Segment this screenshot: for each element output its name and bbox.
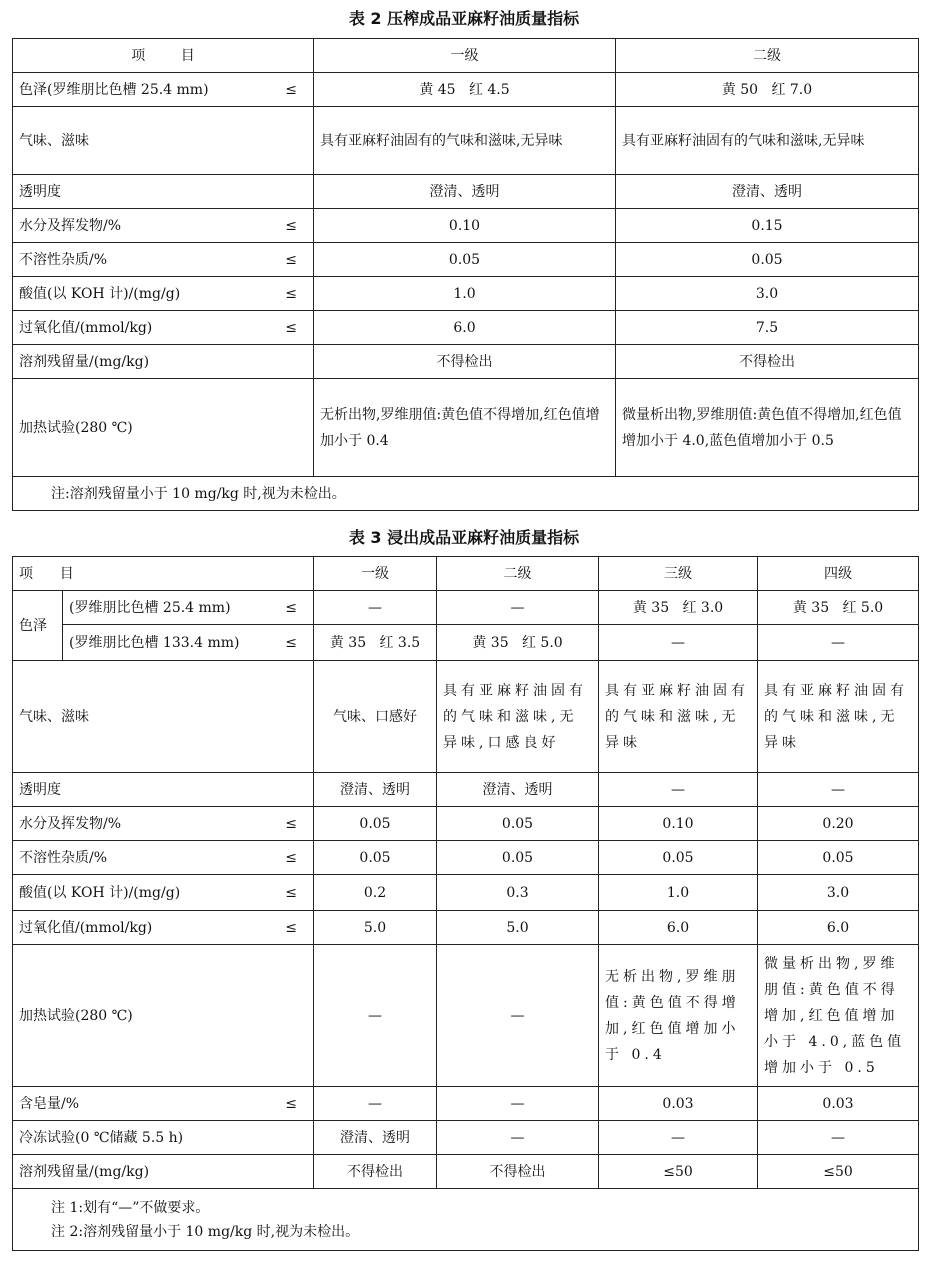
table2-cell: 黄 50 红 7.0 — [616, 73, 919, 107]
row-label: 溶剂残留量/(mg/kg) — [19, 353, 150, 370]
table2-row-label-cell — [13, 345, 314, 379]
table3-row-peroxide — [13, 911, 919, 945]
table3-cell: 0.05 — [314, 841, 437, 875]
row-label: 水分及挥发物/% — [19, 217, 122, 234]
table2-row-clarity — [13, 175, 919, 209]
table3-cell: 具有亚麻籽油固有的气味和滋味,无异味 — [599, 661, 758, 773]
table3-cell: 6.0 — [758, 911, 919, 945]
table3-cell: 黄 35 红 3.0 — [599, 591, 758, 625]
table3-row-label-cell — [13, 807, 314, 841]
table2-cell: 微量析出物,罗维朋值:黄色值不得增加,红色值增加小于 4.0,蓝色值增加小于 0.5 — [616, 379, 919, 477]
table3-notes-row — [13, 1189, 919, 1251]
table2-row-label-cell — [13, 107, 314, 175]
table2-cell: 6.0 — [314, 311, 616, 345]
table3-header-item: 项 目 — [13, 557, 314, 591]
table3-cell: 不得检出 — [314, 1155, 437, 1189]
table3-header-grade2: 二级 — [437, 557, 599, 591]
table2-cell: 0.15 — [616, 209, 919, 243]
table3-cell: 具有亚麻籽油固有的气味和滋味,无异味 — [758, 661, 919, 773]
le-symbol: ≤ — [285, 919, 298, 936]
row-label: 冷冻试验(0 ℃储藏 5.5 h) — [19, 1129, 184, 1146]
row-label: 加热试验(280 ℃) — [19, 1007, 133, 1024]
table3-title: 表 3 浸出成品亚麻籽油质量指标 — [348, 528, 580, 547]
row-label: 水分及挥发物/% — [19, 815, 122, 832]
row-label: 含皂量/% — [19, 1095, 80, 1112]
row-label: 加热试验(280 ℃) — [19, 419, 133, 436]
table2-row-heating — [13, 379, 919, 477]
row-label: (罗维朋比色槽 133.4 mm) — [69, 634, 240, 651]
table3-cell: 0.2 — [314, 875, 437, 911]
table3-cell: — — [314, 1087, 437, 1121]
table3-row-odor — [13, 661, 919, 773]
table3-header-row — [13, 557, 919, 591]
table3-cell: — — [758, 1121, 919, 1155]
table3-cell: 6.0 — [599, 911, 758, 945]
table3-cell: ≤50 — [599, 1155, 758, 1189]
table2-cell: 1.0 — [314, 277, 616, 311]
table3-row-label-cell — [13, 773, 314, 807]
row-label: 气味、滋味 — [19, 132, 89, 149]
table3-cell: — — [314, 945, 437, 1087]
table3-cell: — — [437, 1121, 599, 1155]
table3-cell: 澄清、透明 — [314, 773, 437, 807]
table2-cell: 0.05 — [616, 243, 919, 277]
table2-row-moisture — [13, 209, 919, 243]
table3-cell: — — [599, 773, 758, 807]
table3-header-grade4: 四级 — [758, 557, 919, 591]
table3-cell: 0.10 — [599, 807, 758, 841]
table2-row-label-cell — [13, 209, 314, 243]
row-label: 酸值(以 KOH 计)/(mg/g) — [19, 285, 181, 302]
table2-cell: 7.5 — [616, 311, 919, 345]
table3-cell: 0.05 — [758, 841, 919, 875]
table3-cell: 0.05 — [314, 807, 437, 841]
table2-row-peroxide — [13, 311, 919, 345]
table3-row-label-cell — [13, 1155, 314, 1189]
table3-cell: 0.03 — [758, 1087, 919, 1121]
table3-row-label-cell — [13, 911, 314, 945]
row-label: 透明度 — [19, 781, 61, 798]
table3-cell: 黄 35 红 5.0 — [758, 591, 919, 625]
le-symbol: ≤ — [285, 849, 298, 866]
table2-cell: 0.10 — [314, 209, 616, 243]
table2-cell: 不得检出 — [616, 345, 919, 379]
table3-row-cold — [13, 1121, 919, 1155]
table2-row-label-cell — [13, 311, 314, 345]
table3-note-1: 注 1:划有“—”不做要求。 — [51, 1199, 210, 1216]
table3-row-solvent — [13, 1155, 919, 1189]
le-symbol: ≤ — [285, 319, 297, 336]
table3-cell: 1.0 — [599, 875, 758, 911]
table3-row-color-133 — [13, 625, 919, 661]
table3-notes — [13, 1189, 919, 1251]
le-symbol: ≤ — [285, 884, 298, 901]
table2-cell: 黄 45 红 4.5 — [314, 73, 616, 107]
table3-row-acid — [13, 875, 919, 911]
table3-color-label: 色泽 — [13, 591, 63, 661]
table3-cell: — — [599, 1121, 758, 1155]
table2-row-label-cell — [13, 243, 314, 277]
table3-note-2: 注 2:溶剂残留量小于 10 mg/kg 时,视为未检出。 — [51, 1223, 360, 1240]
table2-row-acid — [13, 277, 919, 311]
le-symbol: ≤ — [285, 285, 297, 302]
table3-cell: 无析出物,罗维朋值:黄色值不得增加,红色值增加小于 0.4 — [599, 945, 758, 1087]
table3-cell: 气味、口感好 — [314, 661, 437, 773]
table2-row-color — [13, 73, 919, 107]
table2-cell: 澄清、透明 — [314, 175, 616, 209]
table3-cell: 不得检出 — [437, 1155, 599, 1189]
le-symbol: ≤ — [285, 599, 298, 616]
table3-row-impurity — [13, 841, 919, 875]
table3-cell: 澄清、透明 — [314, 1121, 437, 1155]
table3-cell: — — [437, 591, 599, 625]
table3-cell: 澄清、透明 — [437, 773, 599, 807]
table3-row-label-cell — [13, 841, 314, 875]
table2-header-grade1: 一级 — [314, 39, 616, 73]
le-symbol: ≤ — [285, 634, 298, 651]
table2-cell: 不得检出 — [314, 345, 616, 379]
table2-row-odor — [13, 107, 919, 175]
table3-cell: — — [599, 625, 758, 661]
table3-header-grade3: 三级 — [599, 557, 758, 591]
table2-cell: 澄清、透明 — [616, 175, 919, 209]
table2-header-item: 项 目 — [13, 39, 314, 73]
row-label: 气味、滋味 — [19, 708, 89, 725]
table2-note: 注:溶剂残留量小于 10 mg/kg 时,视为未检出。 — [13, 477, 919, 511]
table3-cell: 0.03 — [599, 1087, 758, 1121]
table3-row-label-cell — [13, 661, 314, 773]
table2-row-label-cell — [13, 379, 314, 477]
table3-header-grade1: 一级 — [314, 557, 437, 591]
table2-title: 表 2 压榨成品亚麻籽油质量指标 — [348, 9, 580, 28]
table3-row-label-cell — [13, 1087, 314, 1121]
row-label: 过氧化值/(mmol/kg) — [19, 319, 153, 336]
table3-cell: 微量析出物,罗维朋值:黄色值不得增加,红色值增加小于 4.0,蓝色值增加小于 0.5 — [758, 945, 919, 1087]
row-label: 溶剂残留量/(mg/kg) — [19, 1163, 150, 1180]
row-label: 色泽(罗维朋比色槽 25.4 mm) — [19, 81, 209, 98]
table3-row-heating — [13, 945, 919, 1087]
le-symbol: ≤ — [285, 251, 297, 268]
table3-cell: 0.05 — [599, 841, 758, 875]
row-label: (罗维朋比色槽 25.4 mm) — [69, 599, 231, 616]
table3-cell: 0.20 — [758, 807, 919, 841]
table3-cell: ≤50 — [758, 1155, 919, 1189]
le-symbol: ≤ — [285, 217, 297, 234]
row-label: 透明度 — [19, 183, 61, 200]
table2-cell: 3.0 — [616, 277, 919, 311]
table3-cell: 0.05 — [437, 841, 599, 875]
table2-cell: 0.05 — [314, 243, 616, 277]
table2-cell: 具有亚麻籽油固有的气味和滋味,无异味 — [314, 107, 616, 175]
table3-row-clarity — [13, 773, 919, 807]
table3 — [12, 556, 919, 1251]
table3-row-soap — [13, 1087, 919, 1121]
table2-cell: 无析出物,罗维朋值:黄色值不得增加,红色值增加小于 0.4 — [314, 379, 616, 477]
row-label: 不溶性杂质/% — [19, 849, 108, 866]
row-label: 酸值(以 KOH 计)/(mg/g) — [19, 884, 181, 901]
table3-cell: 0.3 — [437, 875, 599, 911]
row-label: 过氧化值/(mmol/kg) — [19, 919, 153, 936]
table3-row-label-cell — [13, 945, 314, 1087]
table2-header-row — [13, 39, 919, 73]
table2-note-row — [13, 477, 919, 511]
table3-cell: 黄 35 红 3.5 — [314, 625, 437, 661]
table2-row-label-cell — [13, 73, 314, 107]
le-symbol: ≤ — [285, 815, 298, 832]
table3-row-moisture — [13, 807, 919, 841]
table3-cell: — — [437, 1087, 599, 1121]
table2-row-impurity — [13, 243, 919, 277]
table3-row-color-25 — [13, 591, 919, 625]
table3-cell: — — [758, 625, 919, 661]
table2 — [12, 38, 919, 511]
table2-row-label-cell — [13, 277, 314, 311]
row-label: 不溶性杂质/% — [19, 251, 108, 268]
table2-header-grade2: 二级 — [616, 39, 919, 73]
table3-cell: — — [437, 945, 599, 1087]
table3-row-label-cell — [63, 591, 314, 625]
le-symbol: ≤ — [285, 81, 297, 98]
table3-cell: — — [758, 773, 919, 807]
table3-cell: 黄 35 红 5.0 — [437, 625, 599, 661]
table3-cell: 3.0 — [758, 875, 919, 911]
table3-row-label-cell — [13, 875, 314, 911]
table3-cell: — — [314, 591, 437, 625]
table3-cell: 5.0 — [437, 911, 599, 945]
table3-row-label-cell — [13, 1121, 314, 1155]
table3-cell: 5.0 — [314, 911, 437, 945]
table2-cell: 具有亚麻籽油固有的气味和滋味,无异味 — [616, 107, 919, 175]
table2-row-label-cell — [13, 175, 314, 209]
table2-row-solvent — [13, 345, 919, 379]
table3-cell: 具有亚麻籽油固有的气味和滋味,无异味,口感良好 — [437, 661, 599, 773]
table3-cell: 0.05 — [437, 807, 599, 841]
le-symbol: ≤ — [285, 1095, 298, 1112]
table3-row-label-cell — [63, 625, 314, 661]
